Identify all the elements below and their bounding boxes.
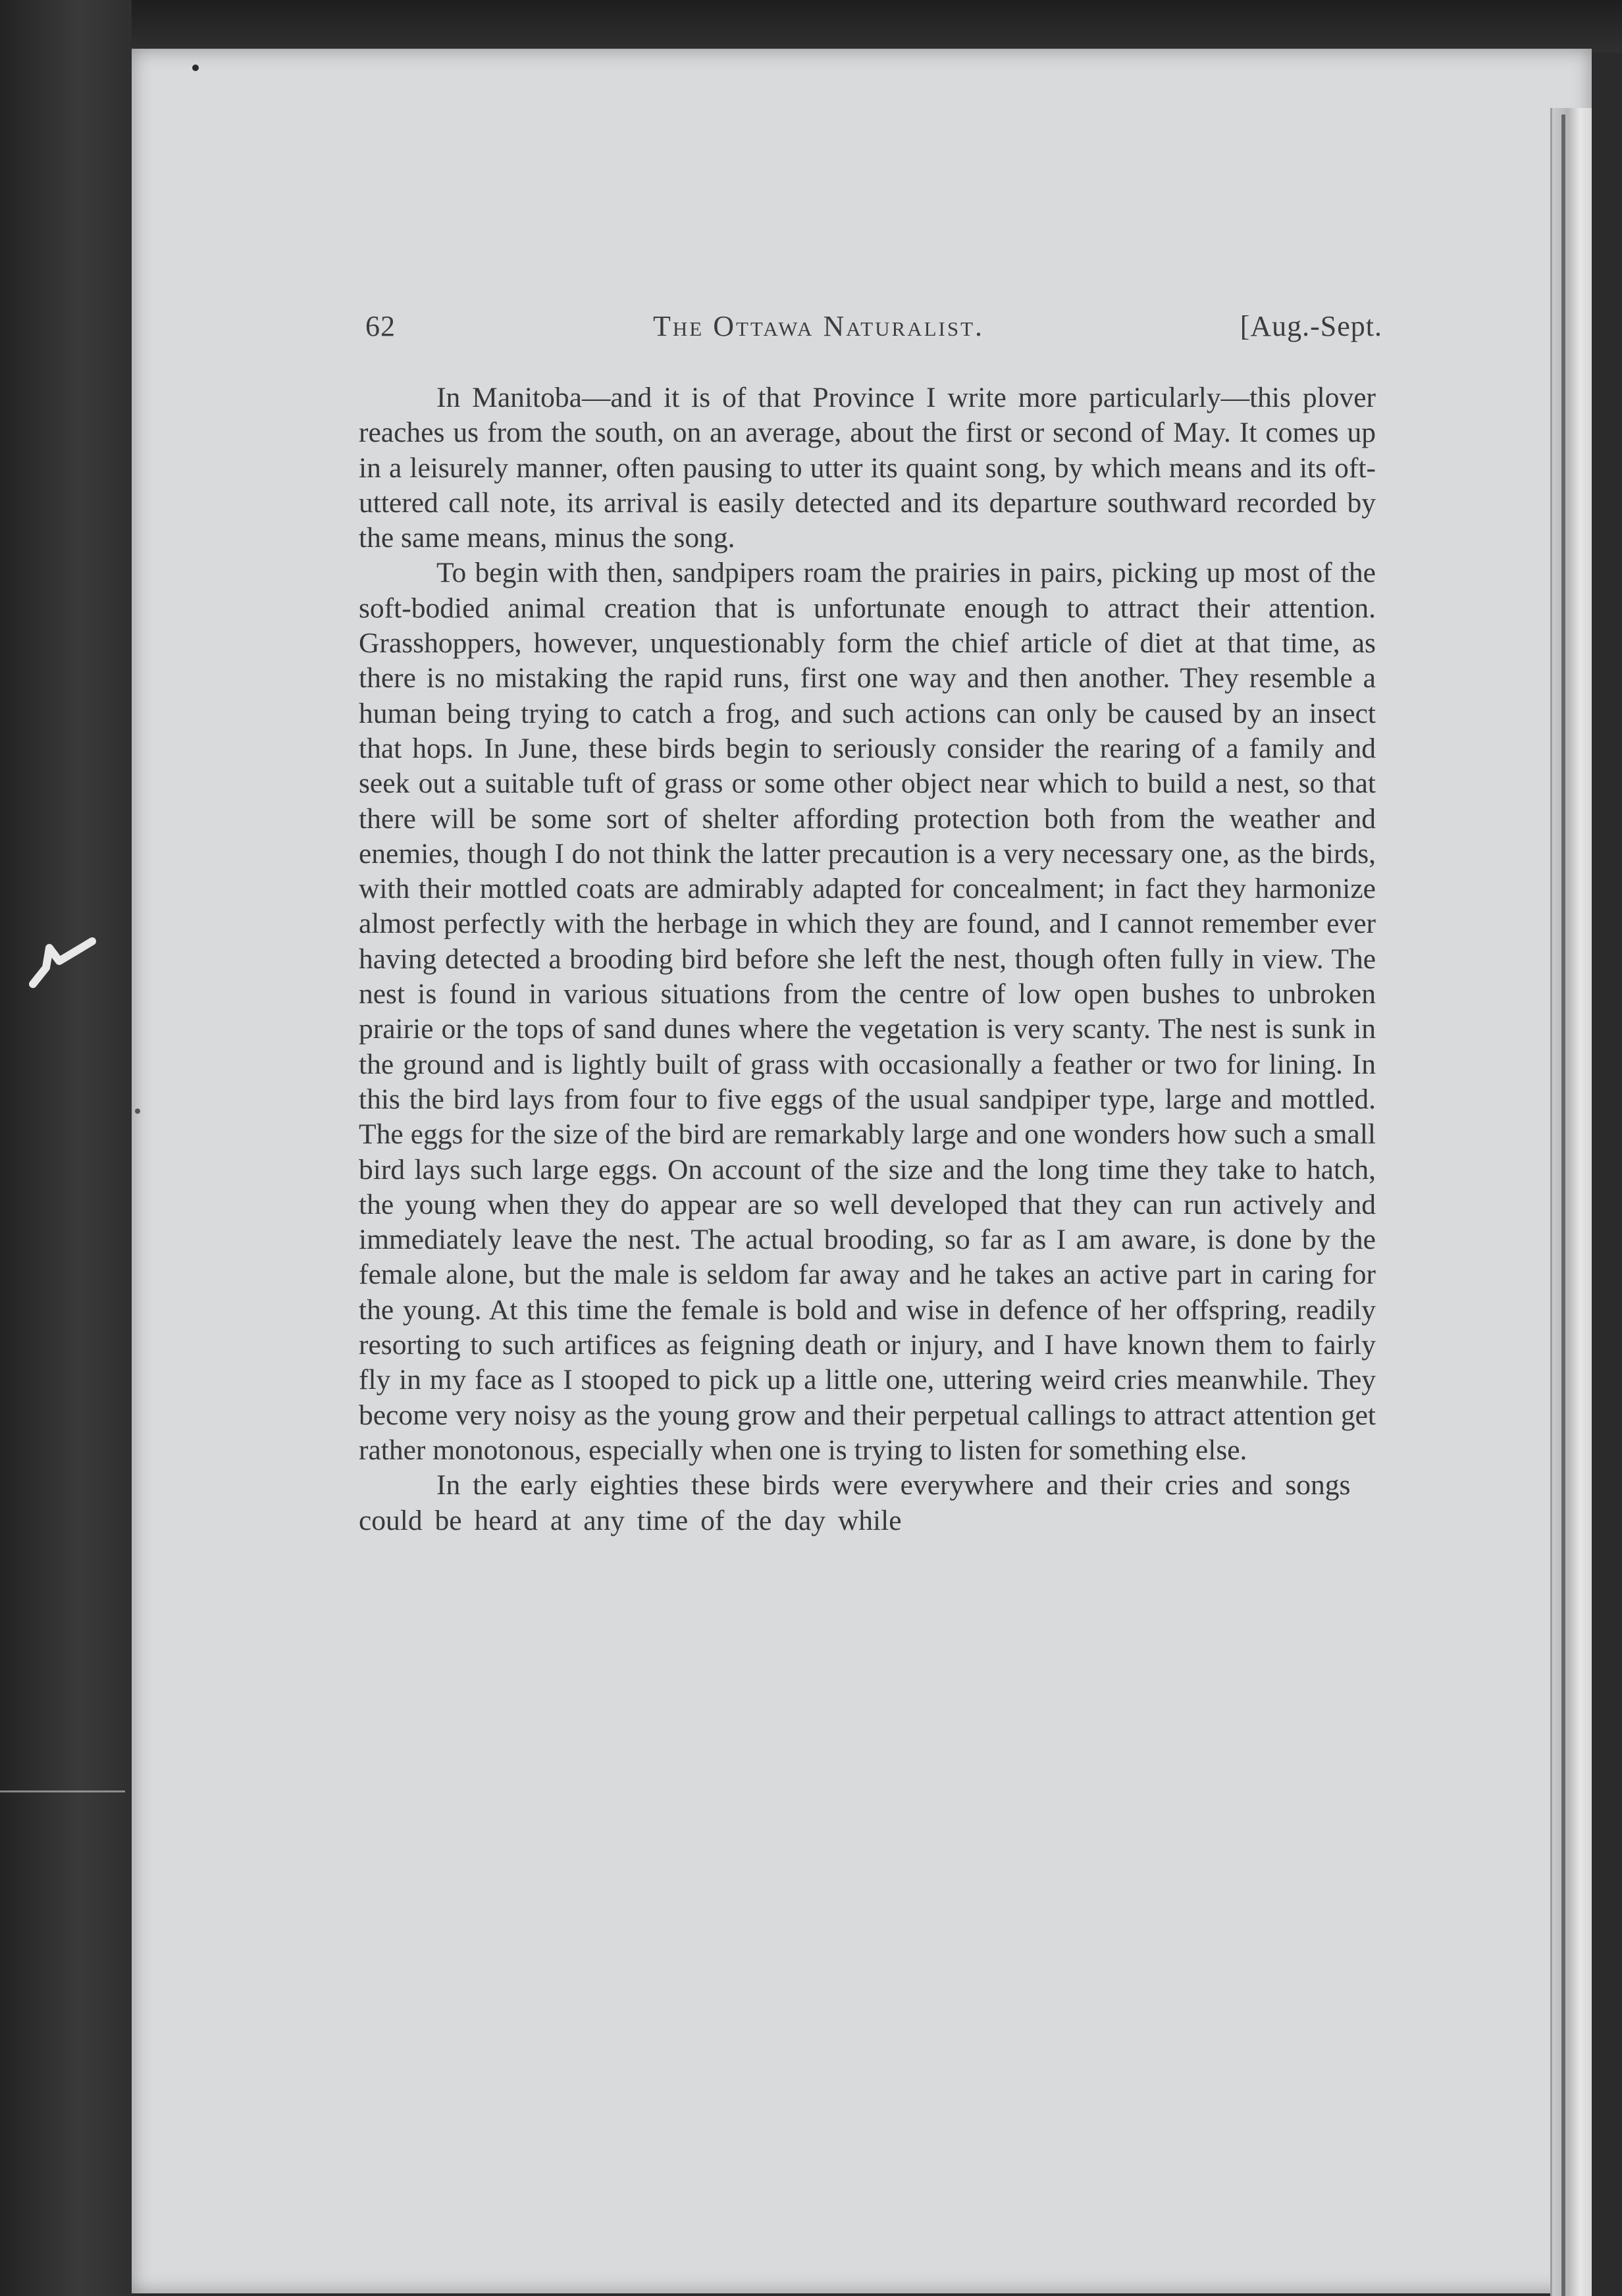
scan-background-top [0,0,1622,53]
margin-mark-icon [13,922,105,1007]
scan-background-left [0,0,132,2296]
binding-shadow [1561,115,1565,2296]
paragraph: To begin with then, sandpipers roam the prairies in pairs, picking up most of the soft-bodied animal creation that is unfortunate enough to attract their attention. Grasshoppers, however, unquestionably form the chief article of diet at that time, as there is no mistaking the rapid runs, first one way and then another. They resemble a human being trying to catch a frog, and such actions can only be caused by an insect that hops. In June, these birds begin to seriously consider the rearing of a family and seek out a suitable tuft of grass or some other object near which to build a nest, so that there will be some sort of shelter affording protection both from the weather and enemies, though I do not think the latter precaution is a very necessary one, as the birds, with their mottled coats are admirably adapted for concealment; in fact they harmonize almost perfectly with the herbage in which they are found, and I cannot remember ever having detected a brooding bird before she left the nest, though often fully in view. The nest is found in various situations from the centre of low open bushes to unbroken prairie or the tops of sand dunes where the vegetation is very scanty. The nest is sunk in the ground and is lightly built of grass with occasionally a feather or two for lining. In this the bird lays from four to five eggs of the usual sandpiper type, large and mottled. The eggs for the size of the bird are remarkably large and one wonders how such a small bird lays such large eggs. On account of the size and the long time they take to hatch, the young when they do appear are so well developed that they can run actively and immediately leave the nest. The actual brooding, so far as I am aware, is done by the female alone, but the male is seldom far away and he takes an active part in caring for the young. At this time the female is bold and wise in defence of her offspring, readily resorting to such artifices as feigning death or injury, and I have known them to fairly fly in my face as I stooped to pick up a little one, uttering weird cries meanwhile. They become very noisy as the young grow and their perpetual callings to attract attention get rather monotonous, especially when one is trying to listen for something else. [359,557,1376,1466]
page-edge [1550,108,1592,2296]
page-number: 62 [365,310,396,342]
article-body [359,380,1376,1538]
paragraph: In the early eighties these birds were everywhere and their cries and songs could be heard at any time of the day while [359,1469,1351,1536]
scan-speck [135,1109,140,1114]
scan-speck [192,65,199,71]
issue-date: [Aug.-Sept. [1240,310,1382,342]
journal-title: The Ottawa Naturalist. [653,310,985,342]
paragraph: In Manitoba—and it is of that Province I write more particularly—this plover reaches us from the south, on an average, about the first or second of May. It comes up in a leisurely manner, often pausing to utter its quaint song, by which means and its oft-uttered call note, its arrival is easily detected and its departure southward recorded by the same means, minus the song. [359,382,1376,554]
scan-streak [0,1790,125,1792]
running-header [365,309,1382,355]
